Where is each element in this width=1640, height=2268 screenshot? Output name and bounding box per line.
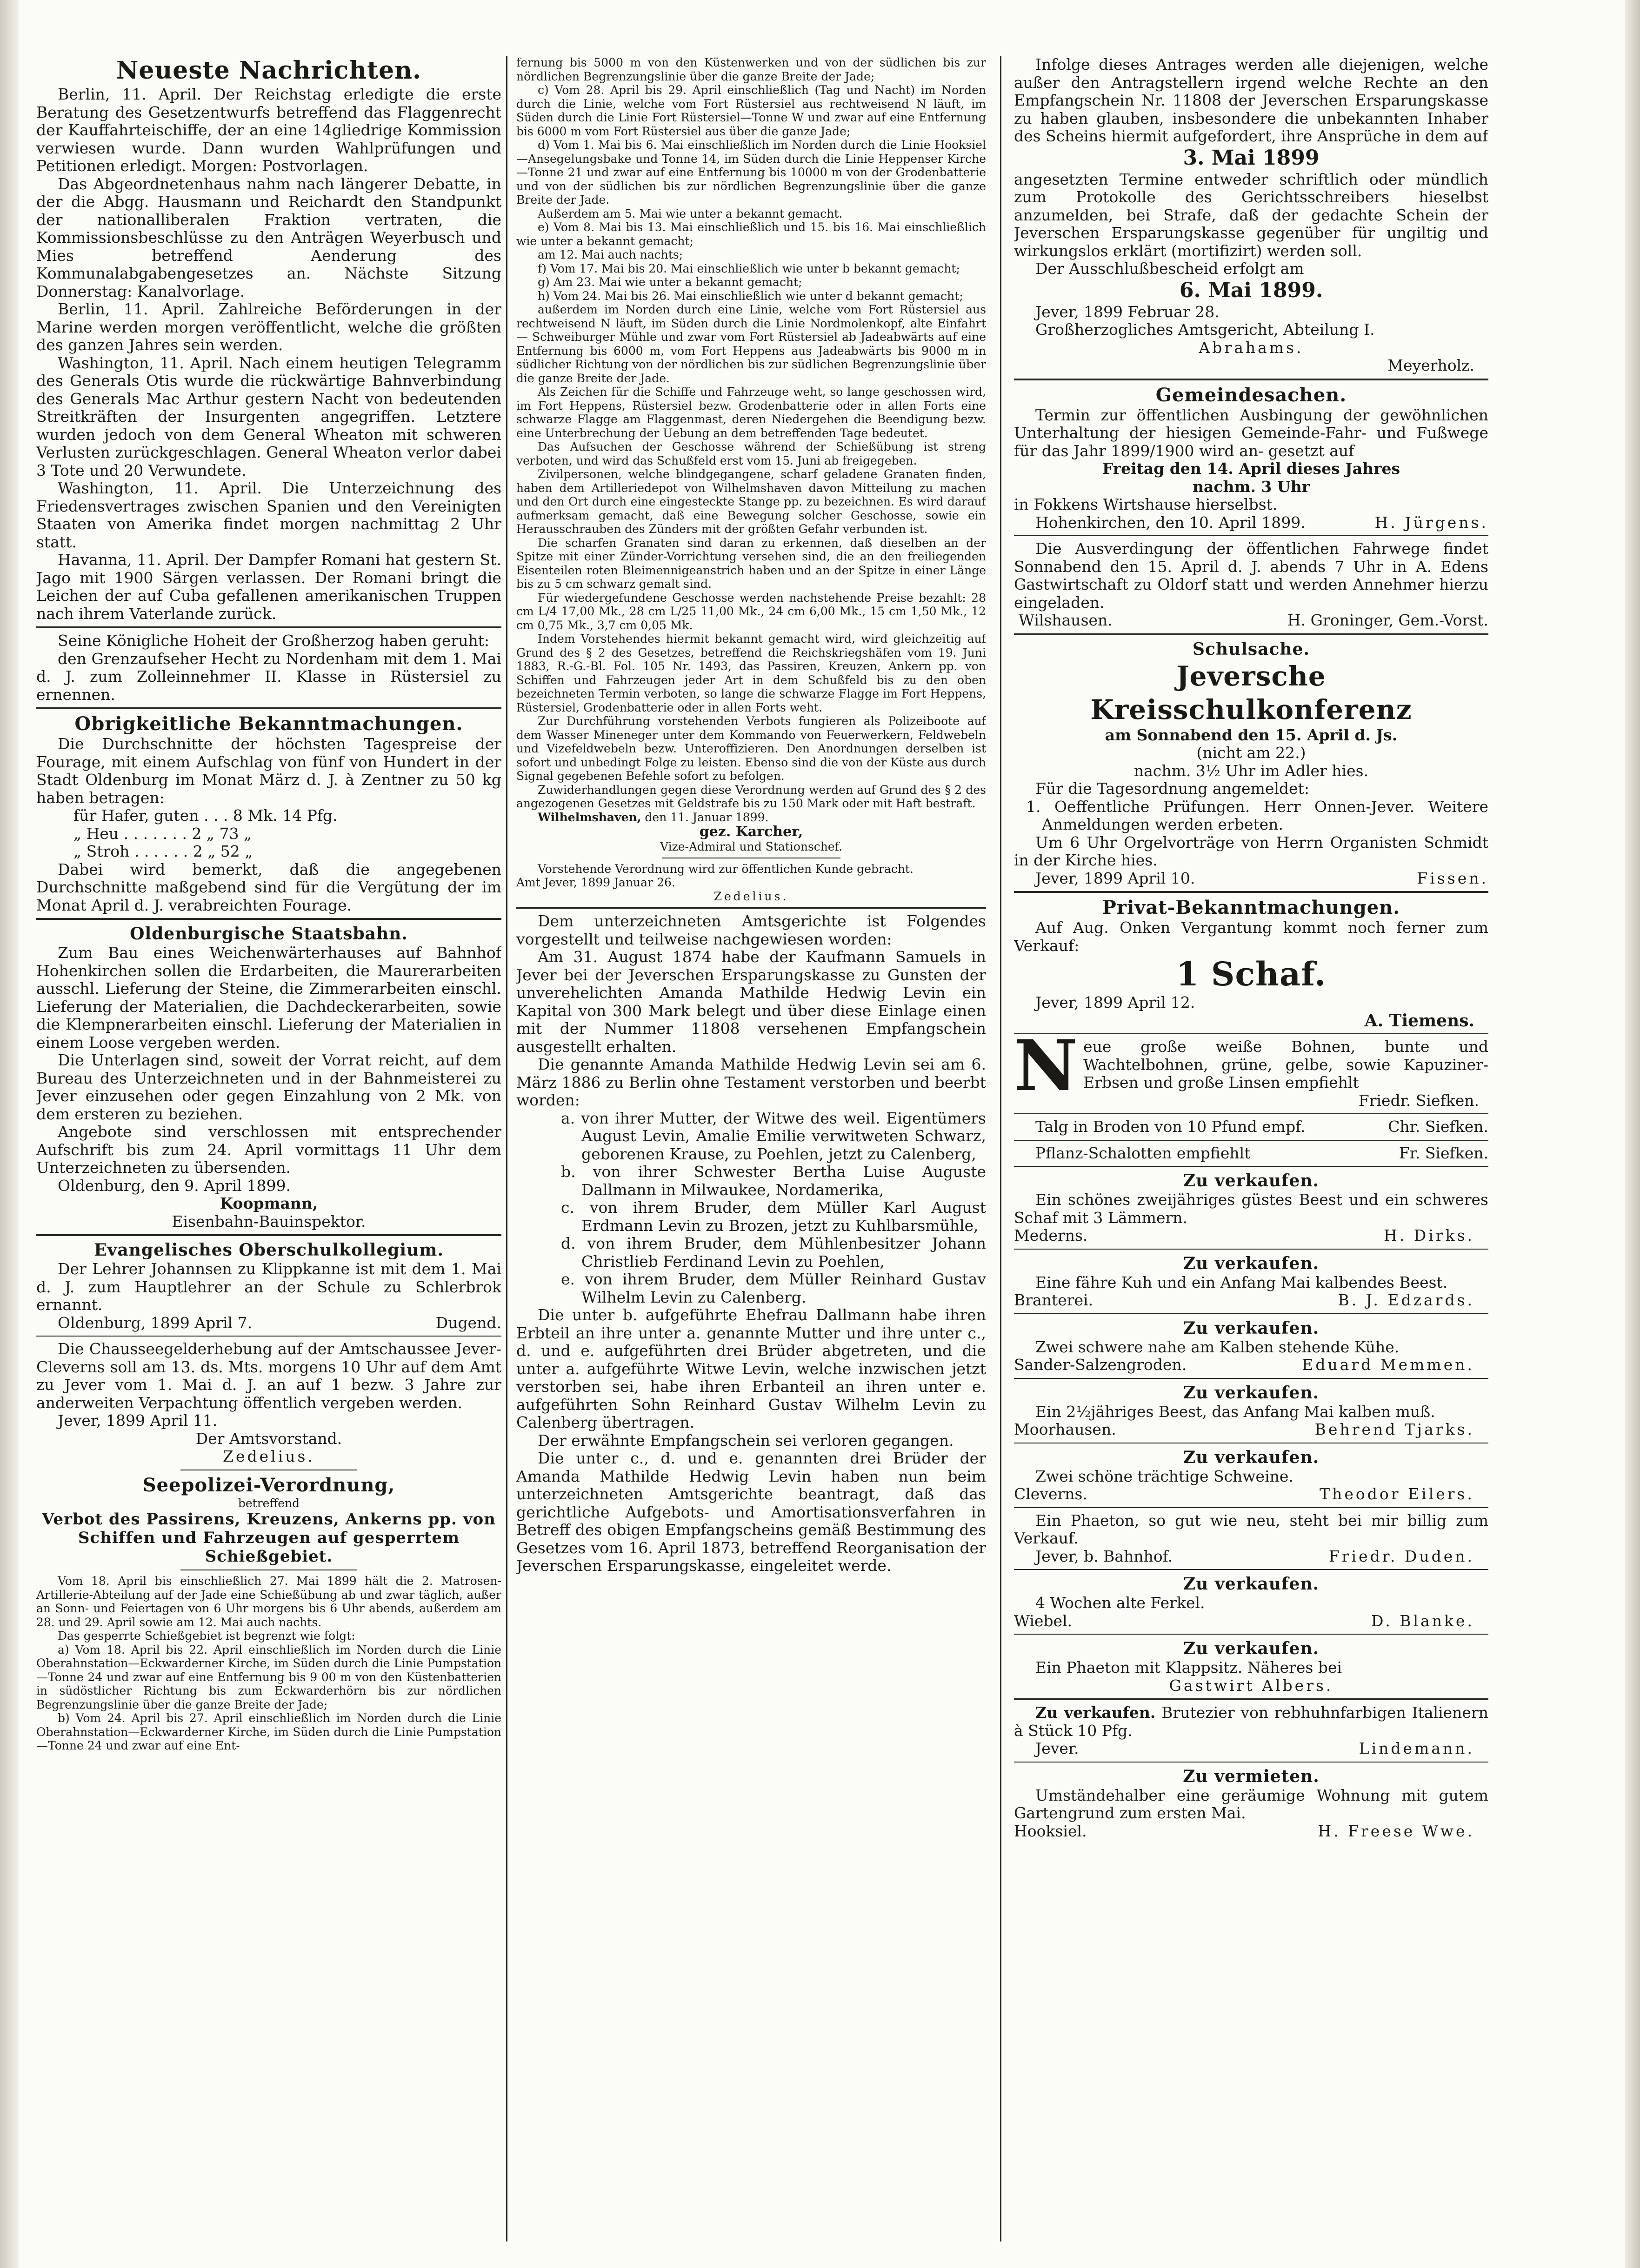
place: Mederns. [1014,1226,1088,1244]
sea-police-text: g) Am 23. Mai wie unter a bekannt gemacht; [538,275,802,289]
signature-line [1014,1740,1488,1758]
sea-police-text: Das gesperrte Schießgebiet ist begrenzt wie folgt: [58,1629,355,1643]
divider [1014,1634,1488,1635]
court-name: Großherzogliches Amtsgericht, Abteilung I. [1035,320,1375,339]
railway-notice: Die Unterlagen sind, soweit der Vorrat reicht, auf dem Bureau des Unterzeichneten und in der Bahnmeisterei zu Jever einzusehen oder gegen Einzahlung von 2 Mk. von dem ersteren zu beziehen. [36,1051,501,1123]
signature-line [1014,1485,1488,1503]
column-1 [36,56,501,2246]
decision-date: 6. Mai 1899. [1179,278,1323,302]
date: Jever, 1899 April 11. [58,1411,218,1430]
ad-heading: Zu verkaufen. [1183,1253,1320,1273]
grand-duke-notice: Seine Königliche Hoheit der Großherzog haben geruht: [58,632,490,650]
place-date [516,811,986,825]
binding-edge [0,0,19,2268]
date: Oldenburg, 1899 April 7. [58,1313,253,1332]
place: Hooksiel. [1014,1822,1087,1840]
grand-duke-notice: den Grenzaufseher Hecht zu Nordenham mit dem 1. Mai d. J. zum Zolleinnehmer II. Klasse in Rüstersiel zu ernennen. [36,649,501,704]
municipal-notice: Die Ausverdingung der öffentlichen Fahrwege findet Sonnabend den 15. April d. J. abends 7 Uhr in A. Edens Gastwirtschaft zu Oldorf statt und werden Annehmer hierzu eingeladen. [1014,539,1488,612]
advert-text: Ein Phaeton mit Klappsitz. Näheres bei [1035,1658,1342,1676]
conference-time: nachm. 3½ Uhr im Adler hies. [1133,761,1369,780]
section-title-railway: Oldenburgische Staatsbahn. [130,924,408,944]
divider [516,907,986,909]
signature-line [1014,1612,1488,1630]
railway-notice: Angebote sind verschlossen mit entsprechender Aufschrift bis zum 24. April vormittags 11 Uhr dem Unterzeichneten zu übersenden. [36,1123,501,1177]
signature: Chr. Siefken. [1388,1117,1488,1136]
news-item: Havanna, 11. April. Der Dampfer Romani hat gestern St. Jago mit 1900 Särgen verlassen. Der Romani bringt die Leichen der auf Cuba gefallenen amerikanischen Truppen nach ihrem Vaterlande zurück. [36,551,501,623]
date: Jever, 1899 Februar 28. [1035,302,1220,321]
signature: Zedelius. [713,889,789,903]
signature-line [1014,1356,1488,1374]
sea-police-text: Vorstehende Verordnung wird zur öffentlichen Kunde gebracht. [538,862,913,876]
conference-agenda: Für die Tagesordnung angemeldet: [1035,779,1309,798]
ad-heading: Zu verkaufen. [1183,1447,1320,1467]
place: Jever. [1035,1739,1079,1757]
court-notice: Die unter b. aufgeführte Ehefrau Dallmann habe ihren Erbteil an ihre unter a. genannte Mutter und ihre unter c., d. und e. aufgeführten drei Brüder abgetreten, und die unter a. aufgeführte Witwe Levin, welche inzwischen jetzt verstorben sei, habe ihren Erbanteil an ihren unter e. aufgeführten Sohn Reinhard Gustav Wilhelm Levin zu Calenberg übertragen. [516,1306,986,1431]
railway-signature-title: Eisenbahn-Bauinspektor. [172,1212,366,1230]
place: Wiebel. [1014,1611,1073,1630]
sale-headline: 1 Schaf. [1176,955,1327,993]
court-notice: Der Ausschlußbescheid erfolgt am [1035,259,1304,278]
private-notice: Auf Aug. Onken Vergantung kommt noch ferner zum Verkauf: [1014,918,1488,955]
divider [36,1336,501,1337]
divider [1014,633,1488,635]
sea-police-text: a) Vom 18. April bis 22. April einschließlich im Norden durch die Linie Oberahnstation—Eckwarderner Kirche, im Süden durch die Linie Pumpstation—Tonne 24 und zwar auf eine Entfernung bis 9 00 m von den Küstenbatterien in südöstlicher Richtung bis zum Eckwarderhörn bis zur nördlichen Begrenzungslinie über die ganze Breite der Jade; [36,1643,501,1711]
sea-police-text: Für wiedergefundene Geschosse werden nachstehende Preise bezahlt: 28 cm L/4 17,00 Mk., 28 cm L/25 11,00 Mk., 24 cm 6,00 Mk., 15 cm 1,50 Mk., 12 cm 0,75 Mk., 3,7 cm 0,05 Mk. [516,591,986,632]
divider [1014,1507,1488,1508]
signature: gez. Karcher, [699,824,803,840]
sea-police-text: Die scharfen Granaten sind daran zu erkennen, daß dieselben an der Spitze mit einer Zünder-Vorrichtung versehen sind, die an den freiliegenden Eisenteilen roten Bleimennigeanstrich haben und an der Spitze in einer Länge bis zu 5 cm schwarz gemalt sind. [516,536,986,591]
court-notice: Der erwähnte Empfangschein sei verloren gegangen. [538,1431,954,1450]
signature: Fr. Siefken. [1399,1144,1488,1162]
advert-text: Zwei schöne trächtige Schweine. [1035,1467,1293,1485]
news-item: Berlin, 11. April. Der Reichstag erledigte die erste Beratung des Gesetzentwurfs betreffend das Flaggenrecht der Kauffahrteischiffe, der an eine 14gliedrige Kommission verwiesen wurde. Dann wurden Wahlprüfungen und Petitionen erledigt. Morgen: Postvorlagen. [36,85,501,175]
divider [1014,1033,1488,1034]
sea-police-text: Als Zeichen für die Schiffe und Fahrzeuge weht, so lange geschossen wird, im Fort Heppens, Rüstersiel bezw. Grodenbatterie oder in allen Forts eine schwarze Flagge am Flaggenmast, deren Niedergehen die Beendigung bezw. eine Unterbrechung der Uebung an dem betreffenden Tage bedeutet. [516,385,986,440]
divider [36,1234,501,1236]
divider [1014,1249,1488,1250]
divider [36,626,501,628]
price-row: „ Stroh . . . . . . 2 „ 52 „ [73,842,253,860]
advert-text: eue große weiße Bohnen, bunte und Wachtelbohnen, grüne, gelbe, sowie Kapuziner-Erbsen und große Linsen empfiehlt [1083,1038,1488,1091]
signature: Theodor Eilers. [1320,1485,1474,1503]
sea-police-text: b) Vom 24. April bis 27. April einschließlich im Norden durch die Linie Oberahnstation—Eckwarderner Kirche, im Süden durch die Linie Pumpstation—Tonne 24 und zwar auf eine Ent- [36,1711,501,1752]
date: Amt Jever, 1899 Januar 26. [516,876,675,889]
section-title-sea-police: Seepolizei-Verordnung, [142,1474,395,1496]
heir-item: e. von ihrem Bruder, dem Müller Reinhard Gustav Wilhelm Levin zu Calenberg. [561,1270,986,1306]
signature: D. Blanke. [1371,1611,1474,1630]
signature: Behrend Tjarks. [1314,1420,1474,1438]
section-title-municipal: Gemeindesachen. [1155,384,1347,406]
toll-notice: Die Chausseegelderhebung auf der Amtschaussee Jever-Cleverns soll am 13. ds. Mts. morgens 10 Uhr auf dem Amt zu Jever vom 1. Mai d. J. an auf 1 bezw. 3 Jahre zur anderweiten Verpachtung öffentlich vergeben werden. [36,1340,501,1412]
column-3 [1014,56,1488,2246]
advert-text: Talg in Broden von 10 Pfund empf. [1035,1117,1306,1136]
advert-beans [1014,1025,1488,1110]
signature-title: Vize-Admiral und Stationschef. [660,840,843,853]
court-notice: Infolge dieses Antrages werden alle diejenigen, welche außer den Antragstellern irgend welche Rechte an den Empfangschein Nr. 11808 der Jeverschen Ersparungskasse zu haben glauben, insbesondere die unbekannten Inhaber des Scheins hiermit aufgefordert, ihre Ansprüche in dem auf [1014,56,1488,145]
signature-line [1014,1548,1488,1566]
ad-heading: Zu verkaufen. [1183,1639,1320,1658]
court-notice: angesetzten Termine entweder schriftlich oder mündlich zum Protokolle des Gerichtsschreibers hieselbst anzumelden, bei Strafe, daß der gedachte Schein der Jeverschen Ersparungskasse gegenüber für ungiltig und wirkungslos erklärt (mortifizirt) werden soll. [1014,170,1488,260]
divider [1014,1166,1488,1167]
sea-police-text: e) Vom 8. Mai bis 13. Mai einschließlich und 15. bis 16. Mai einschließlich wie unter a bekannt gemacht; [516,220,986,248]
sea-police-text: Außerdem am 5. Mai wie unter a bekannt gemacht. [538,206,843,220]
sea-police-text: Das Aufsuchen der Geschosse während der Schießübung ist streng verboten, und wird das Schußfeld erst vom 15. Juni ab freigegeben. [516,440,986,467]
divider [1014,1140,1488,1141]
advert-text [1014,1704,1488,1740]
signature: H. Groninger, Gem.-Vorst. [1287,611,1488,629]
section-title-school: Schulsache. [1192,639,1310,659]
divider [36,707,501,709]
meeting-date: Freitag den 14. April dieses Jahres [1102,459,1400,478]
place: Sander-Salzengroden. [1014,1356,1187,1374]
signature: Friedr. Duden. [1328,1547,1474,1565]
sea-police-text: Zur Durchführung vorstehenden Verbots fungieren als Polizeiboote auf dem Wasser Mineneger unter dem Kommando von Feuerwerkern, Feldwebeln und Vizefeldwebeln bezw. Unteroffizieren. Den Anordnungen derselben ist sofort und unbedingt Folge zu leisten. Ebenso sind die von der Küste aus durch Signal gegebenen Befehle sofort zu befolgen. [516,714,986,783]
ad-heading: Zu verkaufen. [1183,1574,1320,1594]
divider [1014,1762,1488,1763]
sea-police-heading: Verbot des Passirens, Kreuzens, Ankerns pp. von Schiffen und Fahrzeugen auf gesperrtem Schießgebiet. [42,1510,496,1566]
signature: H. Freese Wwe. [1318,1822,1474,1840]
conference-agenda: Um 6 Uhr Orgelvorträge von Herrn Organisten Schmidt in der Kirche hies. [1014,833,1488,869]
date: Jever, 1899 April 10. [1035,869,1195,887]
ad-heading-inline: Zu verkaufen. [1035,1703,1156,1722]
place: Branterei. [1014,1291,1093,1309]
signature-line [1014,1227,1488,1245]
school-board-notice: Der Lehrer Johannsen zu Klippkanne ist mit dem 1. Mai d. J. zum Hauptlehrer an der Schule zu Schlerbrok ernannt. [36,1260,501,1314]
heir-item: d. von ihrem Bruder, dem Mühlenbesitzer Johann Christlieb Ferdinand Levin zu Poehlen, [561,1234,986,1270]
railway-signature: Koopmann, [220,1194,318,1212]
signature: Zedelius. [223,1447,315,1465]
sea-police-text: d) Vom 1. Mai bis 6. Mai einschließlich im Norden durch die Linie Hooksiel—Ansegelungsbake und Tonne 14, im Süden durch die Linie Heppenser Kirche—Tonne 21 und zwar auf eine Entfernung bis 10000 m von der Grodenbatterie und von der südlichen bis zur nördlichen Begrenzungslinie über die ganze Breite der Jade. [516,138,986,206]
news-item: Das Abgeordnetenhaus nahm nach längerer Debatte, in der die Abgg. Hausmann und Reichardt den Standpunkt der nationalliberalen Fraktion vertraten, die Kommissionsbeschlüsse zu den Anträgen Weyerbusch und Mies betreffend Aenderung des Kommunalabgabengesetzes an. Nächste Sitzung Donnerstag: Kanalvorlage. [36,174,501,300]
divider [1014,1313,1488,1314]
meeting-time: nachm. 3 Uhr [1193,477,1310,496]
signature: Gastwirt Albers. [1169,1676,1333,1695]
divider [1014,891,1488,893]
sea-police-text: Indem Vorstehendes hiermit bekannt gemacht wird, wird gleichzeitig auf Grund des § 2 des Gesetzes, betreffend die Reichskriegshäfen vom 19. Juni 1883, R.-G.-Bl. Fol. 105 Nr. 1493, das Passiren, Kreuzen, Ankern pp. von Schiffen und Fahrzeugen jeder Art in dem Schußfeld bis zu den oben bezeichneten Termin verboten, so lange die schwarze Flagge im Fort Heppens, Rüstersiel, Grodenbatterie oder in allen Forts weht. [516,632,986,714]
divider [1014,1378,1488,1379]
signature: Abrahams. [1199,338,1304,357]
ad-heading: Zu verkaufen. [1183,1171,1320,1191]
signature: B. J. Edzards. [1338,1291,1474,1309]
divider [1014,1569,1488,1570]
place: Wilshausen. [1019,611,1113,629]
price-row: „ Heu . . . . . . . 2 „ 73 „ [73,824,252,843]
sea-police-text: fernung bis 5000 m von den Küstenwerken und von der südlichen bis zur nördlichen Begrenzungslinie über die ganze Breite der Jade; [516,56,986,83]
signature: H. Dirks. [1384,1226,1474,1244]
conference-note: (nicht am 22.) [1196,744,1306,762]
municipal-notice: in Fokkens Wirtshause hierselbst. [1014,495,1278,513]
place: Wilhelmshaven, [538,810,641,824]
railway-date: Oldenburg, den 9. April 1899. [58,1176,291,1195]
advert-text: Ein Phaeton, so gut wie neu, steht bei mir billig zum Verkauf. [1014,1511,1488,1547]
sea-police-text: Zuwiderhandlungen gegen diese Verordnung werden auf Grund des § 2 des angezogenen Gesetzes mit Geldstrafe bis zu 150 Mark oder mit Haft bestraft. [516,783,986,810]
place: Cleverns. [1014,1485,1087,1503]
advert-text: Ein schönes zweijähriges güstes Beest und ein schweres Schaf mit 3 Lämmern. [1014,1191,1488,1227]
divider [1014,1698,1488,1700]
sea-police-text: h) Vom 24. Mai bis 26. Mai einschließlich wie unter d bekannt gemacht; [538,289,963,303]
advert-text: Eine fähre Kuh und ein Anfang Mai kalbendes Beest. [1035,1273,1448,1291]
fourage-notice: Die Durchschnitte der höchsten Tagespreise der Fourage, mit einem Aufschlag von fünf von Hundert in der Stadt Oldenburg im Monat März d. J. à Zentner zu 50 kg haben betragen: [36,735,501,807]
signature-line [36,1314,501,1332]
signature: Dugend. [435,1313,501,1332]
signature: Eduard Memmen. [1302,1356,1474,1374]
ad-heading: Zu verkaufen. [1183,1383,1320,1403]
column-rule-1 [506,56,507,2241]
railway-notice: Zum Bau eines Weichenwärterhauses auf Bahnhof Hohenkirchen sollen die Erdarbeiten, die Maurerarbeiten ausschl. Lieferung der Steine, die Zimmerarbeiten einschl. Lieferung der Materialien, die Dachdeckerarbeiten, sowie die Klempnerarbeiten einschl. Lieferung der Materialien in einem Loose vergeben werden. [36,944,501,1051]
signature: A. Tiemens. [1364,1011,1474,1031]
court-notice: Dem unterzeichneten Amtsgerichte ist Folgendes vorgestellt und teilweise nachgewiesen worden: [516,912,986,948]
advert-text: Brutezier von rebhuhnfarbigen Italienern à Stück 10 Pfg. [1014,1703,1488,1740]
signature-title: Der Amtsvorstand. [195,1429,342,1448]
signature: Lindemann. [1359,1739,1474,1757]
sea-police-text: außerdem im Norden durch eine Linie, welche vom Fort Rüstersiel aus rechtweisend N läuft, im Süden durch die Linie Nordmolenkopf, alte Einfahrt — Schweiburger Mühle und zwar vom Fort Rüstersiel ab Jadeabwärts auf eine Entfernung bis 6000 m, vom Fort Heppens aus Jadeabwärts bis 9000 m in südlicher Richtung von der nördlichen bis zur südlichen Begrenzungslinie über die ganze Breite der Jade. [516,303,986,385]
conference-date: am Sonnabend den 15. April d. Js. [1105,725,1398,744]
page-edge [1625,0,1640,2268]
conference-title: Jeversche Kreisschulkonferenz [1090,660,1412,725]
signature: H. Jürgens. [1374,513,1488,532]
date: den 11. Januar 1899. [645,810,769,824]
signature-line [1014,612,1488,630]
drop-cap: N [1014,1025,1078,1107]
fourage-notice: Dabei wird bemerkt, daß die angegebenen Durchschnitte maßgebend sind für die Vergütung der im Monat April d. J. verabreichten Fourage. [36,860,501,914]
advert-text: Ein 2½jähriges Beest, das Anfang Mai kalben muß. [1035,1402,1435,1421]
place: Jever, b. Bahnhof. [1035,1547,1173,1565]
place: Moorhausen. [1014,1420,1116,1438]
column-2 [516,56,986,2246]
news-item: Washington, 11. April. Die Unterzeichnung des Friedensvertrages zwischen Spanien und den Vereinigten Staaten von Amerika findet morgen nachmittag 2 Uhr statt. [36,479,501,551]
section-title-official: Obrigkeitliche Bekanntmachungen. [74,713,463,735]
heir-item: a. von ihrer Mutter, der Witwe des weil. Eigentümers August Levin, Amalie Emilie verwitweten Schwarz, geborenen Krause, zu Poehlen, jetzt zu Calenberg, [561,1109,986,1163]
ad-heading: Zu verkaufen. [1183,1318,1320,1338]
divider [1014,379,1488,380]
section-title-school-board: Evangelisches Oberschulkollegium. [94,1240,444,1260]
advert-text: Pflanz-Schalotten empfiehlt [1035,1144,1251,1162]
price-row: für Hafer, guten . . . 8 Mk. 14 Pfg. [73,806,338,825]
section-title-private: Privat-Bekanntmachungen. [1102,897,1400,918]
agenda-item: 1. Oeffentliche Prüfungen. Herr Onnen-Jever. Weitere Anmeldungen werden erbeten. [1026,797,1488,833]
advert-tallow [1014,1118,1488,1136]
sea-police-text: c) Vom 28. April bis 29. April einschließlich (Tag und Nacht) im Norden durch die Linie, welche vom Fort Rüstersiel aus rechtweisend N läuft, im Süden durch die Linie Fort Rüstersiel—Tonne W und zwar auf eine Entfernung bis 6000 m vom Fort Rüstersiel aus über die ganze Jade; [516,83,986,138]
signature: Meyerholz. [1387,356,1474,374]
sea-police-text: Vom 18. April bis einschließlich 27. Mai 1899 hält die 2. Matrosen-Artillerie-Abteilung auf der Jade eine Schießübung ab und zwar täglich, außer an Sonn- und Feiertagen von 6 Uhr morgens bis 6 Uhr abends, außerdem am 28. und 29. April sowie am 12. Mai auch nachts. [36,1574,501,1629]
advert-text: Zwei schwere nahe am Kalben stehende Kühe. [1035,1337,1400,1356]
municipal-notice: Termin zur öffentlichen Ausbingung der gewöhnlichen Unterhaltung der hiesigen Gemeinde-Fahr- und Fußwege für das Jahr 1899/1900 wird an- gesetzt auf [1014,406,1488,460]
signature: Friedr. Siefken. [1358,1091,1479,1110]
court-notice: Am 31. August 1874 habe der Kaufmann Samuels in Jever bei der Jeverschen Ersparungskasse zu Gunsten der unverehelichten Amanda Mathilde Hedwig Levin ein Kapital von 300 Mark belegt und über diese Einlage einen mit der Nummer 11808 versehenen Empfangschein ausgestellt erhalten. [516,948,986,1056]
news-item: Washington, 11. April. Nach einem heutigen Telegramm des Generals Otis wurde die rückwärtige Bahnverbindung des Generals Mac Arthur gestern Nacht von bedeutenden Streitkräften der Insurgenten angegriffen. Letztere wurden jedoch von dem General Wheaton mit schweren Verlusten zurückgeschlagen. General Wheaton verlor dabei 3 Tote und 20 Verwundete. [36,353,501,479]
sea-police-text: am 12. Mai auch nachts; [538,248,683,261]
news-item: Berlin, 11. April. Zahlreiche Beförderungen in der Marine werden morgen veröffentlicht, welche die größten des ganzen Jahres sein werden. [36,300,501,354]
court-notice: Die genannte Amanda Mathilde Hedwig Levin sei am 6. März 1886 zu Berlin ohne Testament verstorben und beerbt worden: [516,1055,986,1109]
court-notice: Die unter c., d. und e. genannten drei Brüder der Amanda Mathilde Hedwig Levin haben nun beim unterzeichneten Amtsgerichte beantragt, daß das gerichtliche Aufgebots- und Amortisationsverfahren in Betreff des obigen Empfangscheins gemäß Bestimmung des Gesetzes vom 16. April 1873, betreffend Reorganisation der Jeverschen Ersparungskasse, eingeleitet werde. [516,1449,986,1575]
divider [1014,535,1488,536]
signature-line [1014,1822,1488,1841]
divider [36,918,501,920]
signature: Fissen. [1417,869,1488,887]
signature-line [1014,514,1488,532]
sea-police-text: f) Vom 17. Mai bis 20. Mai einschließlich wie unter b bekannt gemacht; [538,261,960,275]
signature-line [1014,870,1488,888]
date: Jever, 1899 April 12. [1035,993,1195,1011]
subtitle: betreffend [238,1496,300,1510]
column-rule-2 [1000,56,1001,2241]
sea-police-text: Zivilpersonen, welche blindgegangene, scharf geladene Granaten finden, haben dem Artilleriedepot von Wilhelmshaven davon Mitteilung zu machen und den Ort durch eine eingesteckte Stange pp. zu bezeichnen. Es wird darauf aufmerksam gemacht, daß eine Bewegung solcher Geschosse, sowie ein Herausschrauben des Zünders mit der größten Gefahr verbunden ist. [516,467,986,536]
ad-heading: Zu vermieten. [1183,1766,1320,1786]
section-title-news: Neueste Nachrichten. [116,56,422,85]
divider [1014,1113,1488,1114]
advert-shallots [1014,1144,1488,1163]
advert-text: 4 Wochen alte Ferkel. [1035,1594,1205,1612]
deadline-date: 3. Mai 1899 [1183,146,1320,170]
heir-item: c. von ihrem Bruder, dem Müller Karl August Erdmann Levin zu Brozen, jetzt zu Kuhlbarsmühle, [561,1198,986,1235]
place-date: Hohenkirchen, den 10. April 1899. [1035,513,1306,532]
advert-text: Umständehalber eine geräumige Wohnung mit gutem Gartengrund zum ersten Mai. [1014,1786,1488,1822]
heir-item: b. von ihrer Schwester Bertha Luise Auguste Dallmann in Milwaukee, Nordamerika, [561,1163,986,1199]
signature-line [1014,1421,1488,1439]
signature-line [1014,1291,1488,1310]
